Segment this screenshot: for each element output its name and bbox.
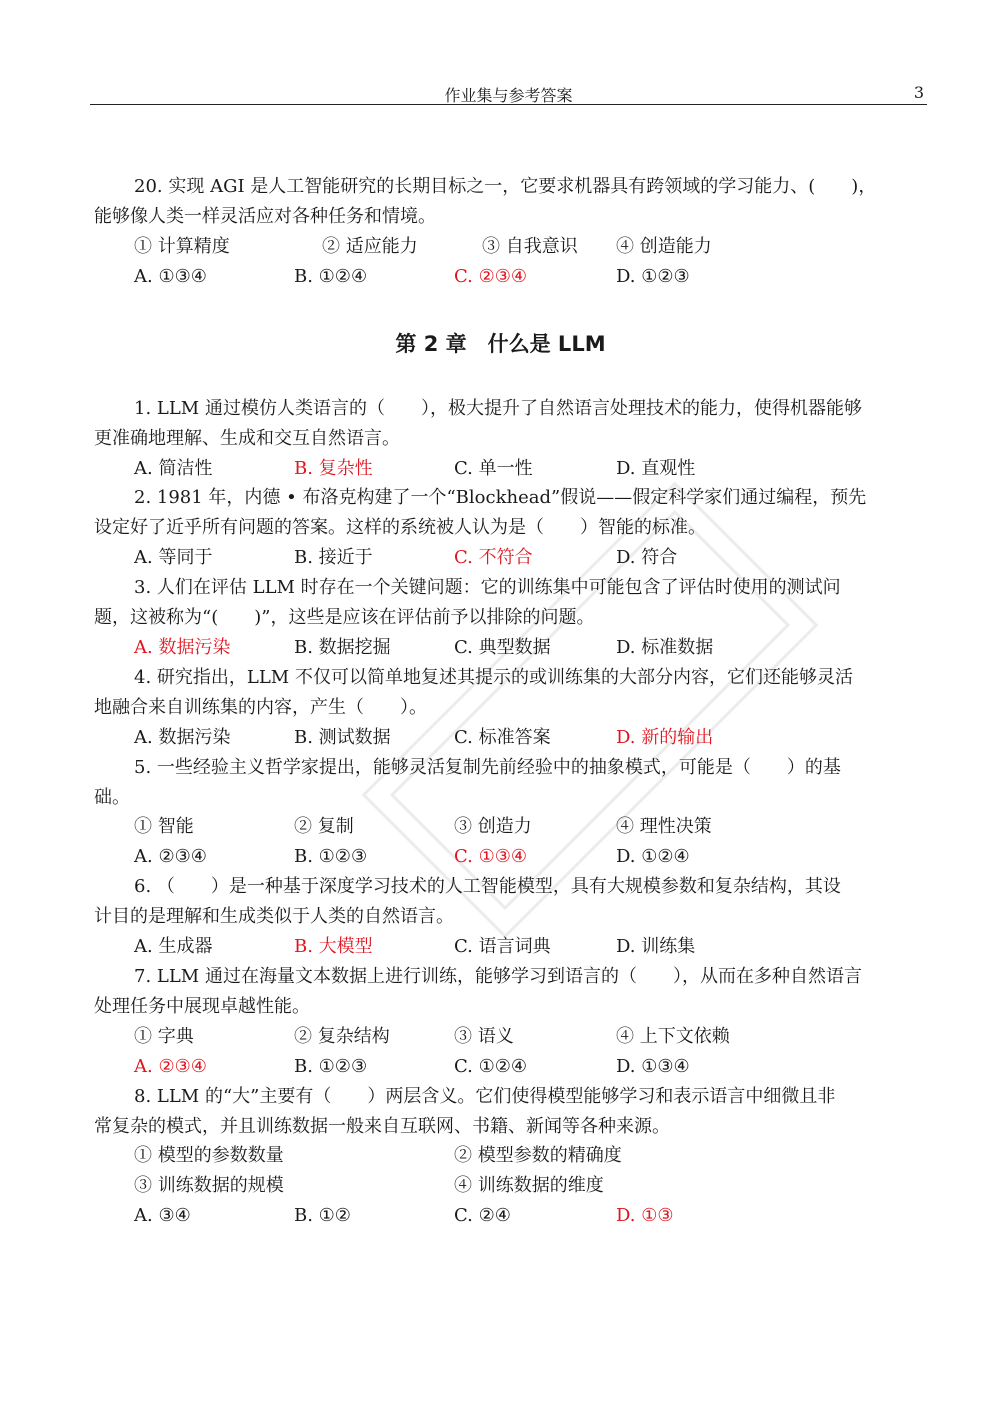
q5-item-1: ① 智能 — [134, 816, 194, 837]
q20-choice-c-answer: C. ②③④ — [454, 266, 527, 287]
q5-choice-c-answer: C. ①③④ — [454, 846, 527, 867]
q3-line1: 3. 人们在评估 LLM 时存在一个关键问题：它的训练集中可能包含了评估时使用的测试问 — [134, 577, 841, 598]
q8-choice-c: C. ②④ — [454, 1205, 511, 1226]
q7-choice-a-answer: A. ②③④ — [134, 1056, 207, 1077]
q5-item-3: ③ 创造力 — [454, 816, 532, 837]
q8-line1: 8. LLM 的“大”主要有（ ）两层含义。它们使得模型能够学习和表示语言中细微且非 — [134, 1086, 836, 1107]
q8-choice-a: A. ③④ — [134, 1205, 191, 1226]
page-header — [90, 82, 927, 105]
q20-item-2: ② 适应能力 — [322, 236, 418, 257]
q4-choice-c: C. 标准答案 — [454, 727, 551, 748]
q5-choice-d: D. ①②④ — [616, 846, 690, 867]
q8-choice-d-answer: D. ①③ — [616, 1205, 674, 1226]
q1-choice-d: D. 直观性 — [616, 458, 696, 479]
q6-choice-b-answer: B. 大模型 — [294, 936, 373, 957]
q8-item-4: ④ 训练数据的维度 — [454, 1175, 604, 1196]
q6-choice-d: D. 训练集 — [616, 936, 696, 957]
q8-item-2: ② 模型参数的精确度 — [454, 1145, 622, 1166]
q4-choice-a: A. 数据污染 — [134, 727, 231, 748]
q8-line2: 常复杂的模式，并且训练数据一般来自互联网、书籍、新闻等各种来源。 — [94, 1116, 670, 1137]
q20-choice-b: B. ①②④ — [294, 266, 368, 287]
q7-item-4: ④ 上下文依赖 — [616, 1026, 730, 1047]
q2-choice-c-answer: C. 不符合 — [454, 547, 533, 568]
q20-line1: 20. 实现 AGI 是人工智能研究的长期目标之一，它要求机器具有跨领域的学习能力、( )， — [134, 176, 877, 197]
q6-line2: 计目的是理解和生成类似于人类的自然语言。 — [94, 906, 454, 927]
q3-line2: 题，这被称为“( )”，这些是应该在评估前予以排除的问题。 — [94, 607, 595, 628]
q2-line1: 2. 1981 年，内德 • 布洛克构建了一个“Blockhead”假说——假定科学家们通过编程，预先 — [134, 487, 867, 508]
q5-choice-b: B. ①②③ — [294, 846, 368, 867]
q1-choice-b-answer: B. 复杂性 — [294, 458, 373, 479]
q6-line1: 6. （ ）是一种基于深度学习技术的人工智能模型，具有大规模参数和复杂结构，其设 — [134, 876, 841, 897]
q8-item-1: ① 模型的参数数量 — [134, 1145, 284, 1166]
q4-line1: 4. 研究指出，LLM 不仅可以简单地复述其提示的或训练集的大部分内容，它们还能够灵活 — [134, 667, 853, 688]
q3-choice-d: D. 标准数据 — [616, 637, 714, 658]
q2-choice-a: A. 等同于 — [134, 547, 213, 568]
q5-choice-a: A. ②③④ — [134, 846, 207, 867]
q7-line2: 处理任务中展现卓越性能。 — [94, 996, 310, 1017]
q1-line2: 更准确地理解、生成和交互自然语言。 — [94, 428, 400, 449]
q7-choice-b: B. ①②③ — [294, 1056, 368, 1077]
q20-item-1: ① 计算精度 — [134, 236, 230, 257]
q5-line1: 5. 一些经验主义哲学家提出，能够灵活复制先前经验中的抽象模式，可能是（ ）的基 — [134, 757, 841, 778]
q20-item-4: ④ 创造能力 — [616, 236, 712, 257]
q2-choice-b: B. 接近于 — [294, 547, 373, 568]
q20-choice-d: D. ①②③ — [616, 266, 690, 287]
page-number: 3 — [913, 83, 924, 102]
q7-choice-c: C. ①②④ — [454, 1056, 527, 1077]
q1-choice-a: A. 简洁性 — [134, 458, 213, 479]
q3-choice-b: B. 数据挖掘 — [294, 637, 391, 658]
q5-item-4: ④ 理性决策 — [616, 816, 712, 837]
q4-choice-d-answer: D. 新的输出 — [616, 727, 714, 748]
q6-choice-c: C. 语言词典 — [454, 936, 551, 957]
q8-choice-b: B. ①② — [294, 1205, 351, 1226]
q7-item-3: ③ 语义 — [454, 1026, 514, 1047]
q5-line2: 础。 — [94, 787, 130, 808]
q20-item-3: ③ 自我意识 — [482, 236, 578, 257]
q3-choice-c: C. 典型数据 — [454, 637, 551, 658]
q20-choice-a: A. ①③④ — [134, 266, 207, 287]
q6-choice-a: A. 生成器 — [134, 936, 213, 957]
q7-item-2: ② 复杂结构 — [294, 1026, 390, 1047]
q4-line2: 地融合来自训练集的内容，产生（ ）。 — [94, 697, 427, 718]
q2-choice-d: D. 符合 — [616, 547, 678, 568]
q8-item-3: ③ 训练数据的规模 — [134, 1175, 284, 1196]
q4-choice-b: B. 测试数据 — [294, 727, 391, 748]
q7-item-1: ① 字典 — [134, 1026, 194, 1047]
chapter-title: 第 2 章 什么是 LLM — [395, 332, 606, 356]
q20-line2: 能够像人类一样灵活应对各种任务和情境。 — [94, 206, 436, 227]
q5-item-2: ② 复制 — [294, 816, 354, 837]
q3-choice-a-answer: A. 数据污染 — [134, 637, 231, 658]
q7-choice-d: D. ①③④ — [616, 1056, 690, 1077]
q1-line1: 1. LLM 通过模仿人类语言的（ ），极大提升了自然语言处理技术的能力，使得机器能够 — [134, 398, 862, 419]
header-title: 作业集与参考答案 — [444, 86, 573, 105]
q1-choice-c: C. 单一性 — [454, 458, 533, 479]
q7-line1: 7. LLM 通过在海量文本数据上进行训练，能够学习到语言的（ ），从而在多种自然语言 — [134, 966, 862, 987]
q2-line2: 设定好了近乎所有问题的答案。这样的系统被人认为是（ ）智能的标准。 — [94, 517, 706, 538]
